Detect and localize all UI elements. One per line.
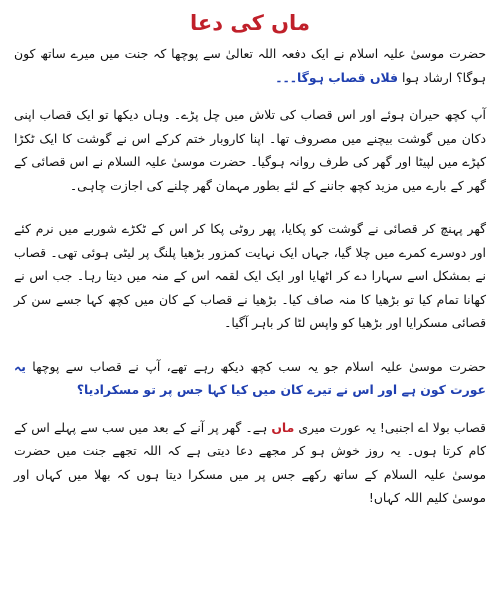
paragraph-5-after: ہے۔ گھر پر آنے کے بعد میں سب سے پہلے اس کے کام کرتا ہوں۔ یہ روز خوش ہو کر مجھے دعا دیتی ہے کہ اللہ تجھے جنت میں حضرت موسیٰ علیہ السلام کے ساتھ رکھے جس پر میں مسکرا دیتا ہوں کہ بھلا میں کہاں اور موسیٰ کلیم اللہ کہاں! [14,419,486,505]
paragraph-4-highlight: یہ عورت کون ہے اور اس نے تیرے کان میں کیا کہا جس پر تو مسکرادیا؟ [14,358,486,397]
paragraph-4-text: حضرت موسیٰ علیہ اسلام جو یہ سب کچھ دیکھ رہے تھے، آپ نے قصاب سے پوچھا [32,358,486,374]
paragraph-5-text: قصاب بولا اے اجنبی! یہ عورت میری [298,419,486,435]
paragraph-2-text: آپ کچھ حیران ہوئے اور اس قصاب کی تلاش میں چل پڑے۔ وہاں دیکھا تو ایک قصاب اپنی دکان میں گوشت بیچنے میں مصروف تھا۔ اپنا کاروبار ختم کرکے اس نے گوشت کا ایک ٹکڑا کپڑے میں لپیٹا اور گھر کی طرف روانہ ہوگیا۔ حضرت موسیٰ علیہ السلام نے اس قصائی کے گھر کے بارے میں مزید کچھ جاننے کے لئے بطور مہمان گھر چلنے کی اجازت چاہی۔ [14,107,486,193]
paragraph-1-text: حضرت موسیٰ علیہ اسلام نے ایک دفعہ اللہ تعالیٰ سے پوچھا کہ جنت میں میرے ساتھ کون ہوگا؟ ارشاد ہوا [14,46,486,85]
paragraph-3 [14,217,486,335]
paragraph-4 [14,355,486,402]
paragraph-3-text: گھر پہنچ کر قصائی نے گوشت کو پکایا، پھر روٹی پکا کر اس کے ٹکڑے شوربے میں نرم کئے اور دوسرے کمرے میں چلا گیا، جہاں ایک نہایت کمزور بڑھیا پلنگ پر لیٹی ہوئی تھی۔ قصاب نے بمشکل اسے سہارا دے کر اٹھایا اور ایک ایک لقمہ اس کے منہ میں دیتا رہا۔ جب اس نے کھانا تمام کیا تو بڑھیا کا منہ صاف کیا۔ بڑھیا نے قصاب کے کان میں کچھ کہا جسے سن کر قصائی مسکرایا اور بڑھیا کو واپس لٹا کر باہر آگیا۔ [14,221,486,330]
article-title: ماں کی دعا [190,11,310,35]
paragraph-2 [14,103,486,197]
paragraph-1 [14,42,486,89]
paragraph-1-highlight: فلاں قصاب ہوگا۔۔۔ [275,69,399,85]
paragraph-5 [14,416,486,510]
paragraph-5-highlight: ماں [271,419,295,435]
